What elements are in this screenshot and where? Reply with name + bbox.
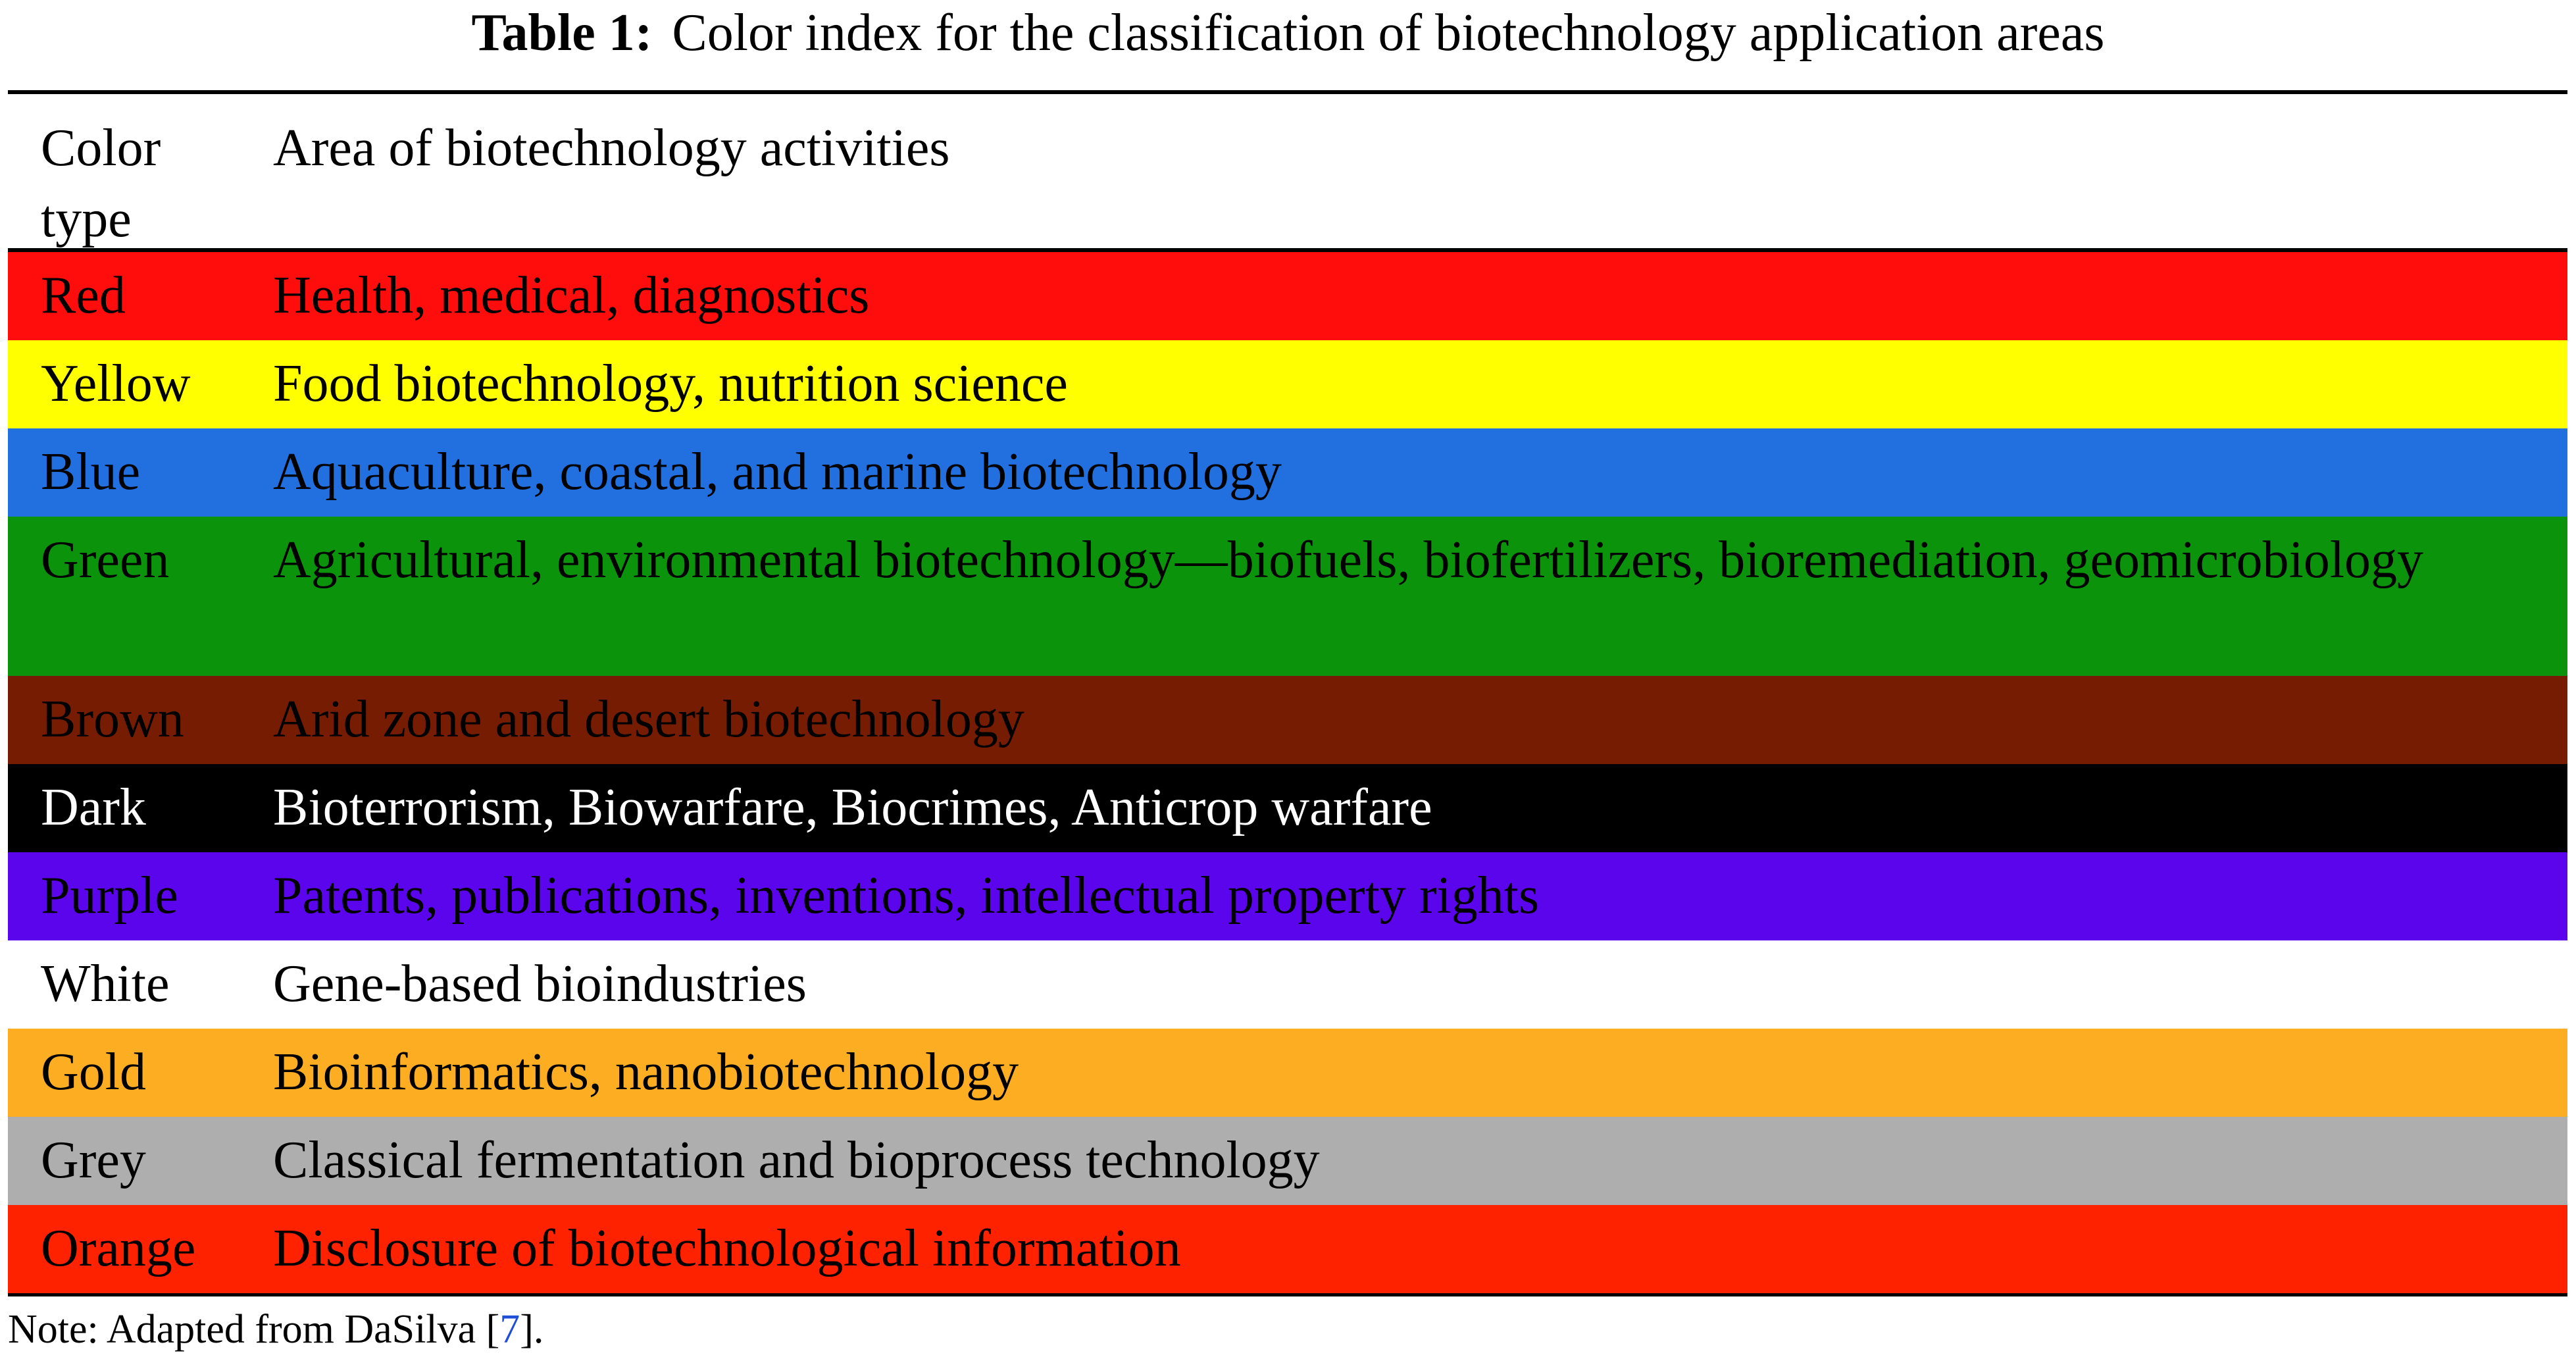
area-cell: Disclosure of biotechnological information <box>273 1219 1181 1277</box>
table-bottom-rule <box>8 1293 2567 1296</box>
color-type-cell: Blue <box>41 443 141 501</box>
area-cell: Bioinformatics, nanobiotechnology <box>273 1043 1019 1101</box>
area-cell: Bioterrorism, Biowarfare, Biocrimes, Anticrop warfare <box>273 779 1432 836</box>
area-cell: Health, medical, diagnostics <box>273 267 870 324</box>
table-row <box>8 1117 2567 1205</box>
table-caption-text: Color index for the classification of biotechnology application areas <box>672 4 2105 62</box>
color-type-cell: Orange <box>41 1219 196 1277</box>
header-color-type-line1: Color <box>41 119 161 177</box>
table-row <box>8 940 2567 1029</box>
table-row <box>8 517 2567 676</box>
color-type-cell: Green <box>41 531 170 589</box>
area-cell: Food biotechnology, nutrition science <box>273 355 1068 413</box>
table-row <box>8 252 2567 340</box>
header-area: Area of biotechnology activities <box>273 119 950 177</box>
note-suffix: ]. <box>520 1307 544 1352</box>
color-type-cell: White <box>41 955 170 1013</box>
table-row <box>8 676 2567 764</box>
color-type-cell: Gold <box>41 1043 146 1101</box>
note-prefix: Note: Adapted from DaSilva [ <box>8 1307 500 1352</box>
color-type-cell: Grey <box>41 1131 146 1189</box>
color-index-table <box>8 90 2567 1296</box>
table-row <box>8 340 2567 428</box>
table-header-row <box>8 94 2567 252</box>
color-type-cell: Yellow <box>41 355 191 413</box>
area-cell: Aquaculture, coastal, and marine biotechnology <box>273 443 1282 501</box>
header-color-type <box>8 94 273 248</box>
table-caption-label: Table 1: <box>471 4 653 62</box>
header-color-type-line2: type <box>41 190 132 248</box>
table-row <box>8 428 2567 517</box>
area-cell: Gene-based bioindustries <box>273 955 807 1013</box>
citation-link[interactable]: 7 <box>499 1307 520 1352</box>
table-row <box>8 852 2567 940</box>
area-cell: Classical fermentation and bioprocess technology <box>273 1131 1320 1189</box>
area-cell: Agricultural, environmental biotechnology—biofuels, biofertilizers, bioremediation, geomicrobiology <box>273 531 2424 589</box>
table-row <box>8 1205 2567 1293</box>
table-row <box>8 1029 2567 1117</box>
table-row <box>8 764 2567 852</box>
color-type-cell: Red <box>41 267 126 324</box>
color-type-cell: Purple <box>41 867 178 925</box>
table-caption <box>0 0 2576 72</box>
area-cell: Arid zone and desert biotechnology <box>273 690 1024 748</box>
color-type-cell: Dark <box>41 779 146 836</box>
table-body <box>8 252 2567 1293</box>
color-type-cell: Brown <box>41 690 184 748</box>
area-cell: Patents, publications, inventions, intellectual property rights <box>273 867 1540 925</box>
